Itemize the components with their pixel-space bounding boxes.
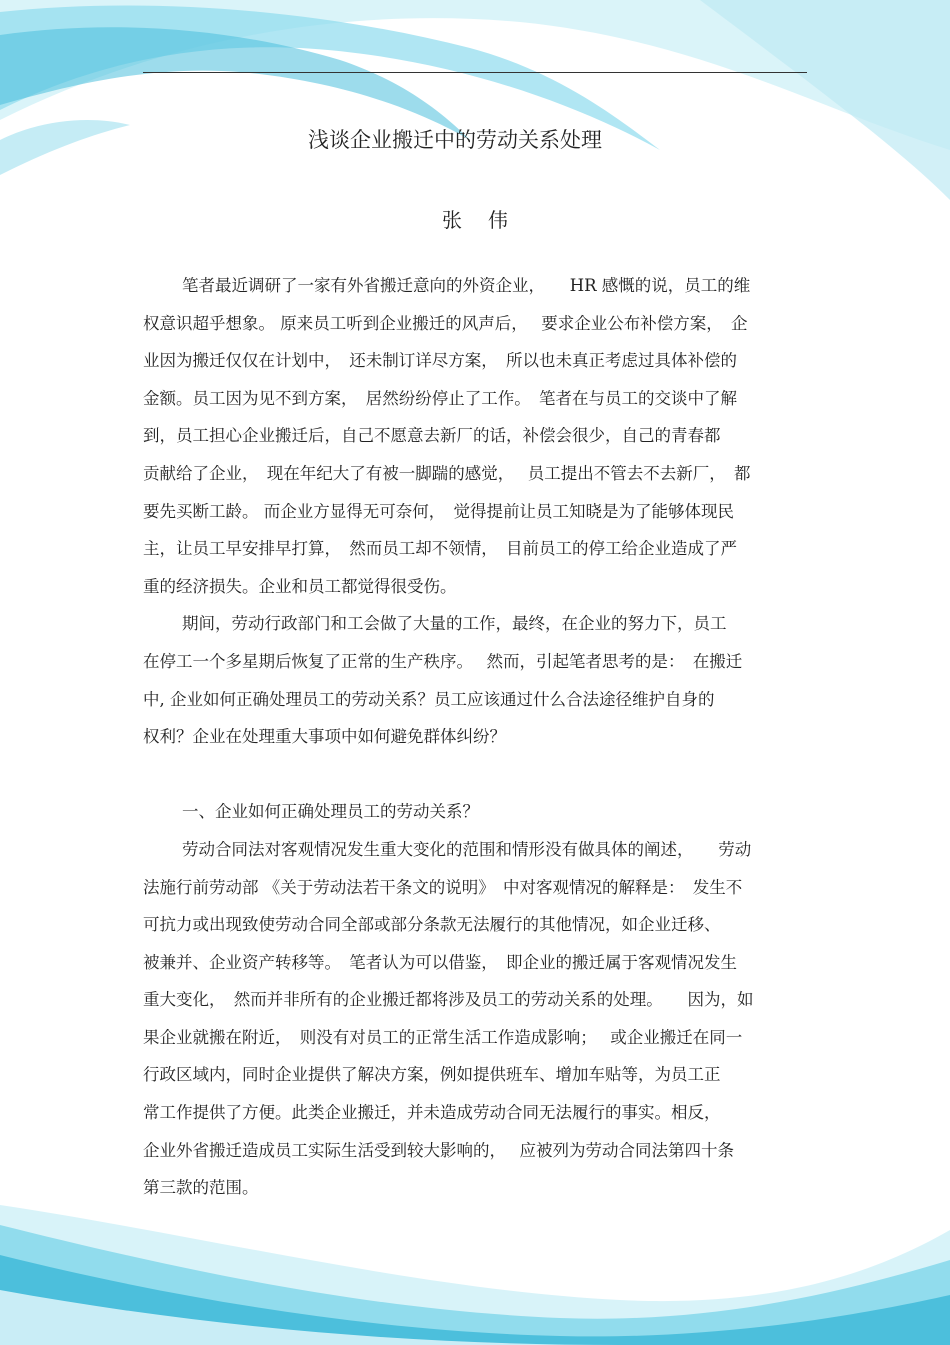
text-line: 被兼并、企业资产转移等。 笔者认为可以借鉴， 即企业的搬迁属于客观情况发生 [143,952,737,972]
text-line: 企业外省搬迁造成员工实际生活受到较大影响的， 应被列为劳动合同法第四十条 [143,1140,734,1160]
text-line: 业因为搬迁仅仅在计划中， 还未制订详尽方案， 所以也未真正考虑过具体补偿的 [143,351,737,371]
text-line: 果企业就搬在附近， 则没有对员工的正常生活工作造成影响； 或企业搬迁在同一 [143,1027,743,1047]
text-line: 劳动合同法对客观情况发生重大变化的范围和情形没有做具体的阐述， 劳动 [182,839,752,859]
heading-line: 一、企业如何正确处理员工的劳动关系？ [182,802,479,822]
text-line: 可抗力或出现致使劳动合同全部或部分条款无法履行的其他情况，如企业迁移、 [143,915,721,935]
paragraph-spacer [143,756,809,794]
author-family-name: 张 [442,208,462,232]
text-line: 重大变化， 然而并非所有的企业搬迁都将涉及员工的劳动关系的处理。 因为，如 [143,990,754,1010]
text-line: 权利？企业在处理重大事项中如何避免群体纠纷？ [143,727,506,747]
text-line: 贡献给了企业， 现在年纪大了有被一脚踹的感觉， 员工提出不管去不去新厂， 都 [143,463,751,483]
paragraph [143,267,809,605]
text-line: 行政区域内，同时企业提供了解决方案，例如提供班车、增加车贴等，为员工正 [143,1065,721,1085]
document-title: 浅谈企业搬迁中的劳动关系处理 [308,128,602,152]
section-heading [143,793,809,831]
text-line: 重的经济损失。企业和员工都觉得很受伤。 [143,576,457,596]
paragraph [143,831,809,1207]
author-given-name: 伟 [488,208,508,232]
text-line: 金额。员工因为见不到方案， 居然纷纷停止了工作。 笔者在与员工的交谈中了解 [143,388,737,408]
text-line: 法施行前劳动部 《关于劳动法若干条文的说明》 中对客观情况的解释是： 发生不 [143,877,743,897]
text-line: 权意识超乎想象。 原来员工听到企业搬迁的风声后， 要求企业公布补偿方案， 企 [143,313,748,333]
text-line: 在停工一个多星期后恢复了正常的生产秩序。 然而，引起笔者思考的是： 在搬迁 [143,651,743,671]
header-rule [143,72,807,73]
text-line: 第三款的范围。 [143,1178,259,1198]
text-line: 要先买断工龄。 而企业方显得无可奈何， 觉得提前让员工知晓是为了能够体现民 [143,501,734,521]
paragraph [143,605,809,755]
text-line: 常工作提供了方便。此类企业搬迁，并未造成劳动合同无法履行的事实。相反， [143,1103,721,1123]
text-line: 中, 企业如何正确处理员工的劳动关系？员工应该通过什么合法途径维护自身的 [143,689,715,709]
author-name [0,204,950,233]
text-line: 期间，劳动行政部门和工会做了大量的工作，最终，在企业的努力下，员工 [182,614,727,634]
text-line: 主，让员工早安排早打算， 然而员工却不领情， 目前员工的停工给企业造成了严 [143,539,737,559]
body-text [143,267,809,1207]
text-line: 笔者最近调研了一家有外省搬迁意向的外资企业， HR 感慨的说，员工的维 [182,276,751,295]
text-line: 到，员工担心企业搬迁后，自己不愿意去新厂的话，补偿会很少，自己的青春都 [143,426,721,446]
